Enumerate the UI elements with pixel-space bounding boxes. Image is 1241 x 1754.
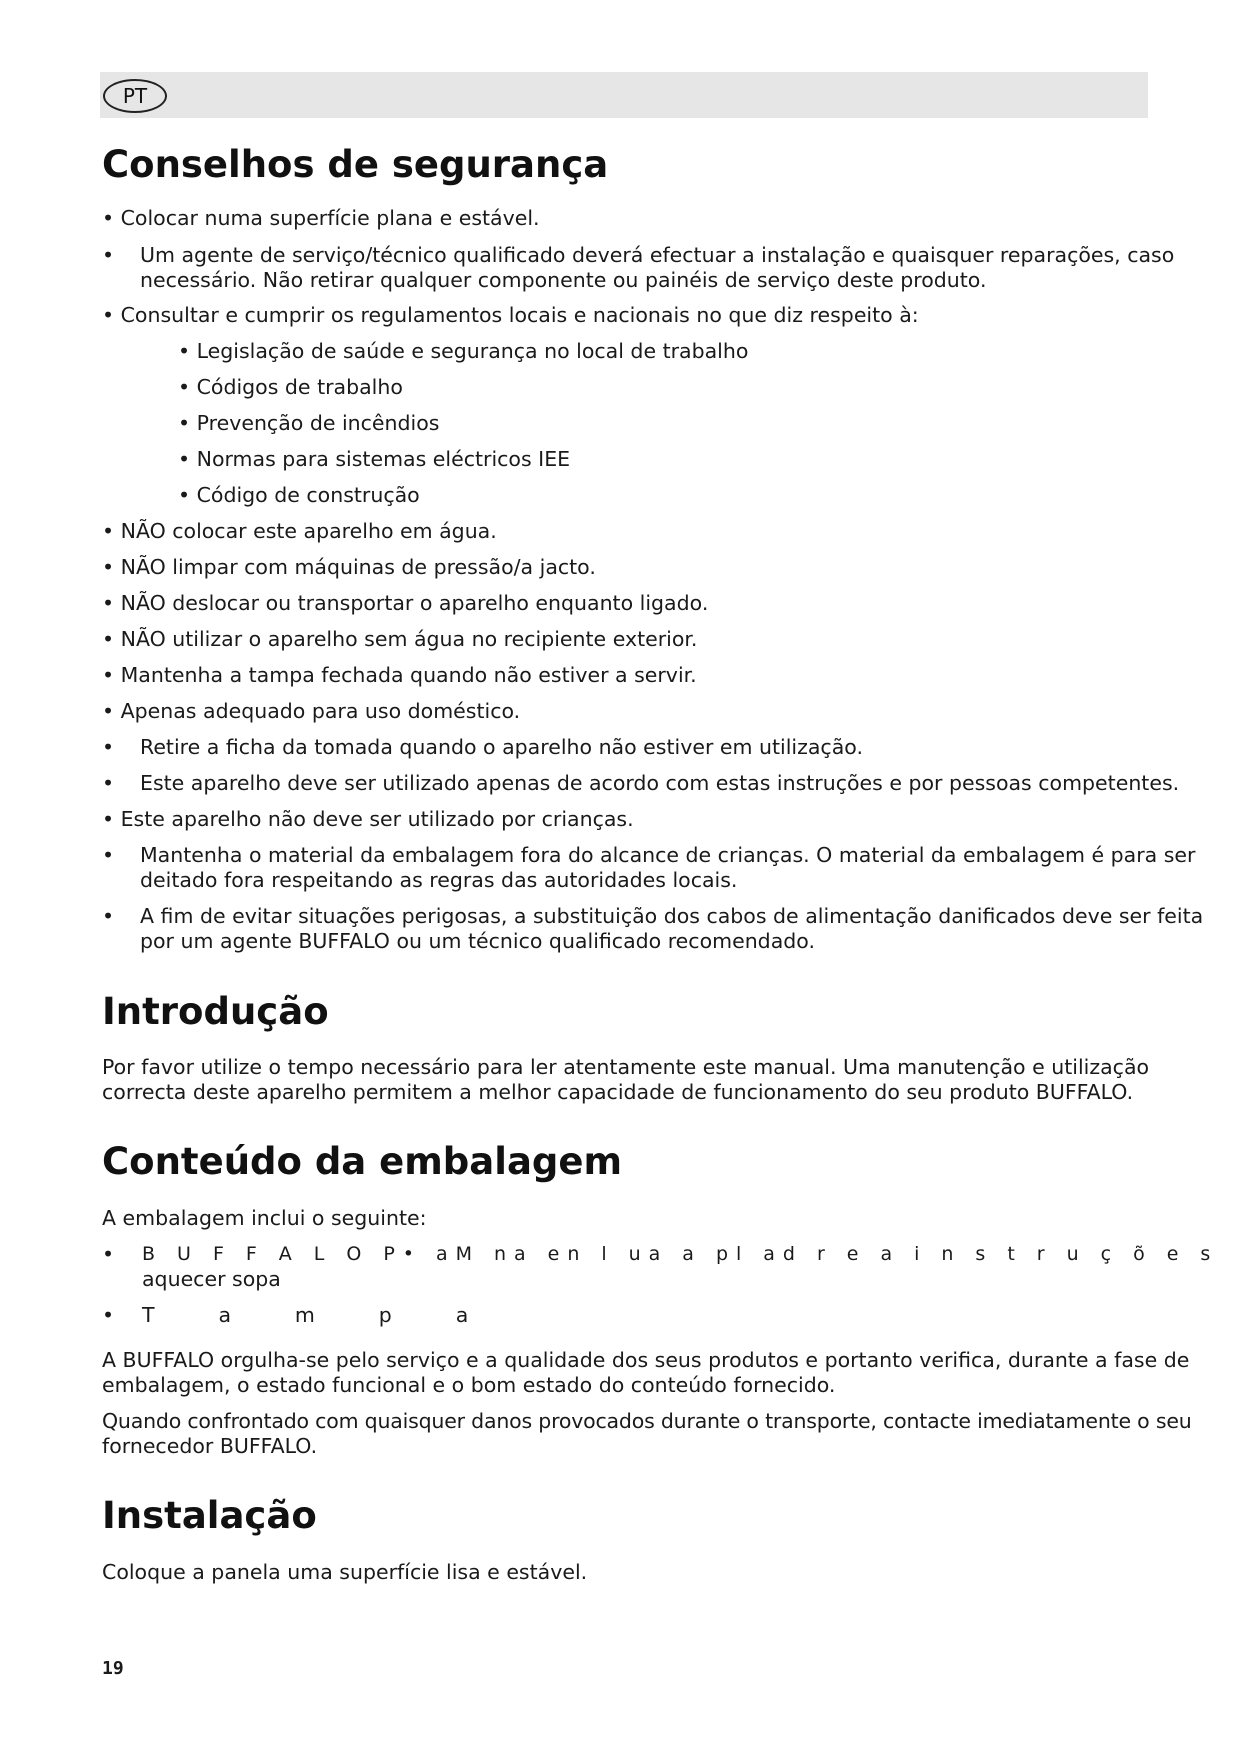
safety-item-2a: Um agente de serviço/técnico qualificado deverá efectuar a instalação e quaisquer reparações, caso xyxy=(140,243,1175,267)
safety-item-6: • NÃO deslocar ou transportar o aparelho enquanto ligado. xyxy=(102,591,709,615)
language-badge: PT xyxy=(103,79,167,113)
page-number: 19 xyxy=(102,1658,124,1679)
intro-line-2: correcta deste aparelho permitem a melhor capacidade de funcionamento do seu produto BUFFALO. xyxy=(102,1080,1134,1104)
bullet: • xyxy=(102,843,115,867)
safety-subitem-1: • Legislação de saúde e segurança no local de trabalho xyxy=(178,339,749,363)
safety-item-10: Retire a ficha da tomada quando o aparelho não estiver em utilização. xyxy=(140,735,863,759)
safety-item-14a: A fim de evitar situações perigosas, a substituição dos cabos de alimentação danificados deve ser feita xyxy=(140,904,1204,928)
contents-heading: Conteúdo da embalagem xyxy=(102,1140,623,1183)
contents-item-2: T a m p a xyxy=(142,1303,497,1327)
safety-subitem-3: • Prevenção de incêndios xyxy=(178,411,440,435)
safety-item-5: • NÃO limpar com máquinas de pressão/a jacto. xyxy=(102,555,596,579)
contents-para1-line2: embalagem, o estado funcional e o bom estado do conteúdo fornecido. xyxy=(102,1373,836,1397)
safety-item-9: • Apenas adequado para uso doméstico. xyxy=(102,699,521,723)
safety-item-4: • NÃO colocar este aparelho em água. xyxy=(102,519,497,543)
safety-item-7: • NÃO utilizar o aparelho sem água no recipiente exterior. xyxy=(102,627,698,651)
contents-para1-line1: A BUFFALO orgulha-se pelo serviço e a qualidade dos seus produtos e portanto verifica, durante a fase de xyxy=(102,1348,1190,1372)
safety-subitem-5: • Código de construção xyxy=(178,483,420,507)
install-text: Coloque a panela uma superfície lisa e estável. xyxy=(102,1560,588,1584)
contents-item-1b: aquecer sopa xyxy=(142,1267,281,1291)
install-heading: Instalação xyxy=(102,1494,317,1537)
header-band xyxy=(100,72,1148,118)
bullet: • xyxy=(102,771,115,795)
safety-item-2b: necessário. Não retirar qualquer componente ou painéis de serviço deste produto. xyxy=(140,268,987,292)
intro-line-1: Por favor utilize o tempo necessário para ler atentamente este manual. Uma manutenção e utilização xyxy=(102,1055,1150,1079)
contents-para2-line1: Quando confrontado com quaisquer danos provocados durante o transporte, contacte imediatamente o seu xyxy=(102,1409,1192,1433)
contents-para2-line2: fornecedor BUFFALO. xyxy=(102,1434,318,1458)
safety-item-3: • Consultar e cumprir os regulamentos locais e nacionais no que diz respeito à: xyxy=(102,303,919,327)
safety-item-12: • Este aparelho não deve ser utilizado por crianças. xyxy=(102,807,634,831)
contents-lead: A embalagem inclui o seguinte: xyxy=(102,1206,427,1230)
safety-subitem-4: • Normas para sistemas eléctricos IEE xyxy=(178,447,571,471)
safety-item-1: • Colocar numa superfície plana e estável. xyxy=(102,206,540,230)
safety-subitem-2: • Códigos de trabalho xyxy=(178,375,403,399)
bullet: • xyxy=(102,904,115,928)
bullet: • xyxy=(102,1303,115,1327)
safety-item-13a: Mantenha o material da embalagem fora do alcance de crianças. O material da embalagem é para ser xyxy=(140,843,1196,867)
safety-item-8: • Mantenha a tampa fechada quando não estiver a servir. xyxy=(102,663,697,687)
safety-item-14b: por um agente BUFFALO ou um técnico qualificado recomendado. xyxy=(140,929,815,953)
bullet: • xyxy=(102,243,115,267)
bullet: • xyxy=(102,735,115,759)
safety-item-11: Este aparelho deve ser utilizado apenas de acordo com estas instruções e por pessoas competentes. xyxy=(140,771,1180,795)
contents-item-1a: B U F F A L O P• aM na en l ua a pl ad r e a i n s t r u ç õ e s xyxy=(142,1243,1219,1265)
intro-heading: Introdução xyxy=(102,990,329,1033)
safety-heading: Conselhos de segurança xyxy=(102,143,609,186)
bullet: • xyxy=(102,1242,115,1266)
safety-item-13b: deitado fora respeitando as regras das autoridades locais. xyxy=(140,868,738,892)
